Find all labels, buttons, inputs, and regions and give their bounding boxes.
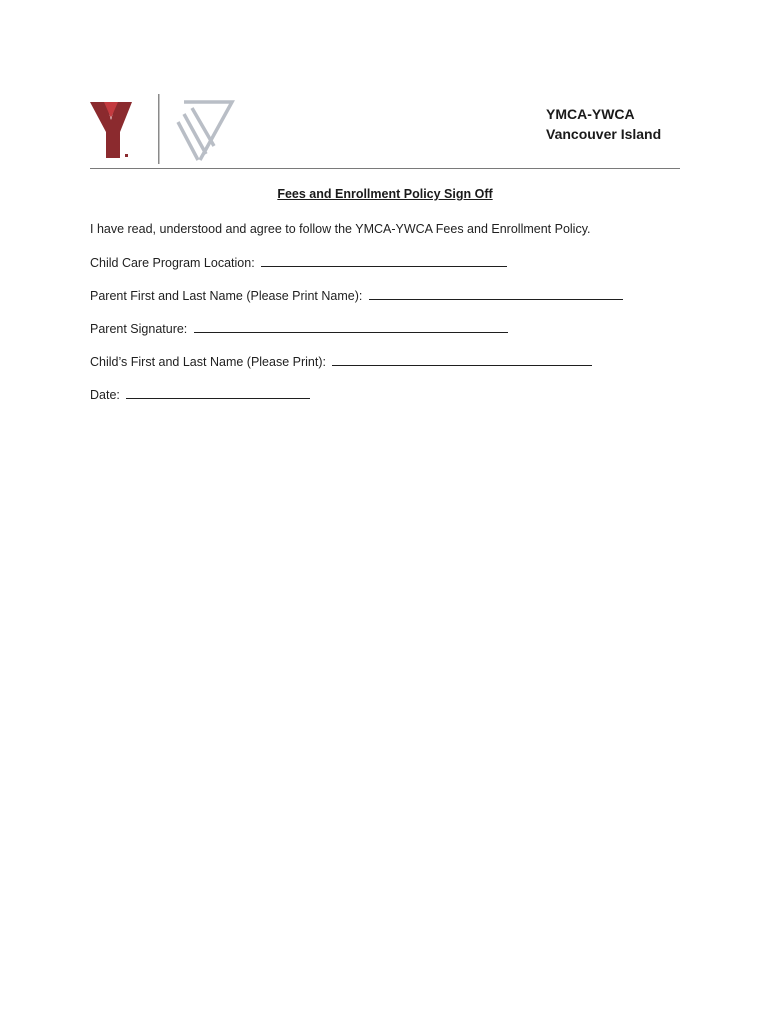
date-blank[interactable] <box>126 386 310 399</box>
ymca-ywca-logo-icon <box>88 94 248 168</box>
parent-signature-blank[interactable] <box>194 320 508 333</box>
parent-signature-label: Parent Signature: <box>90 322 188 336</box>
form-title: Fees and Enrollment Policy Sign Off <box>277 187 493 201</box>
organization-name-line-2: Vancouver Island <box>546 126 662 142</box>
program-location-field <box>90 254 507 271</box>
date-field <box>90 386 310 403</box>
child-name-blank[interactable] <box>332 353 592 366</box>
parent-name-blank[interactable] <box>369 287 623 300</box>
parent-signature-field <box>90 320 508 337</box>
program-location-label: Child Care Program Location: <box>90 256 255 270</box>
header-divider <box>90 168 680 169</box>
agreement-statement: I have read, understood and agree to follow the YMCA-YWCA Fees and Enrollment Policy. <box>90 222 591 236</box>
organization-name <box>546 104 661 144</box>
program-location-blank[interactable] <box>261 254 507 267</box>
organization-name-line-1: YMCA-YWCA <box>546 106 635 122</box>
parent-name-label: Parent First and Last Name (Please Print Name): <box>90 289 363 303</box>
parent-name-field <box>90 287 623 304</box>
date-label: Date: <box>90 388 120 402</box>
child-name-field <box>90 353 592 370</box>
child-name-label: Child’s First and Last Name (Please Print): <box>90 355 326 369</box>
